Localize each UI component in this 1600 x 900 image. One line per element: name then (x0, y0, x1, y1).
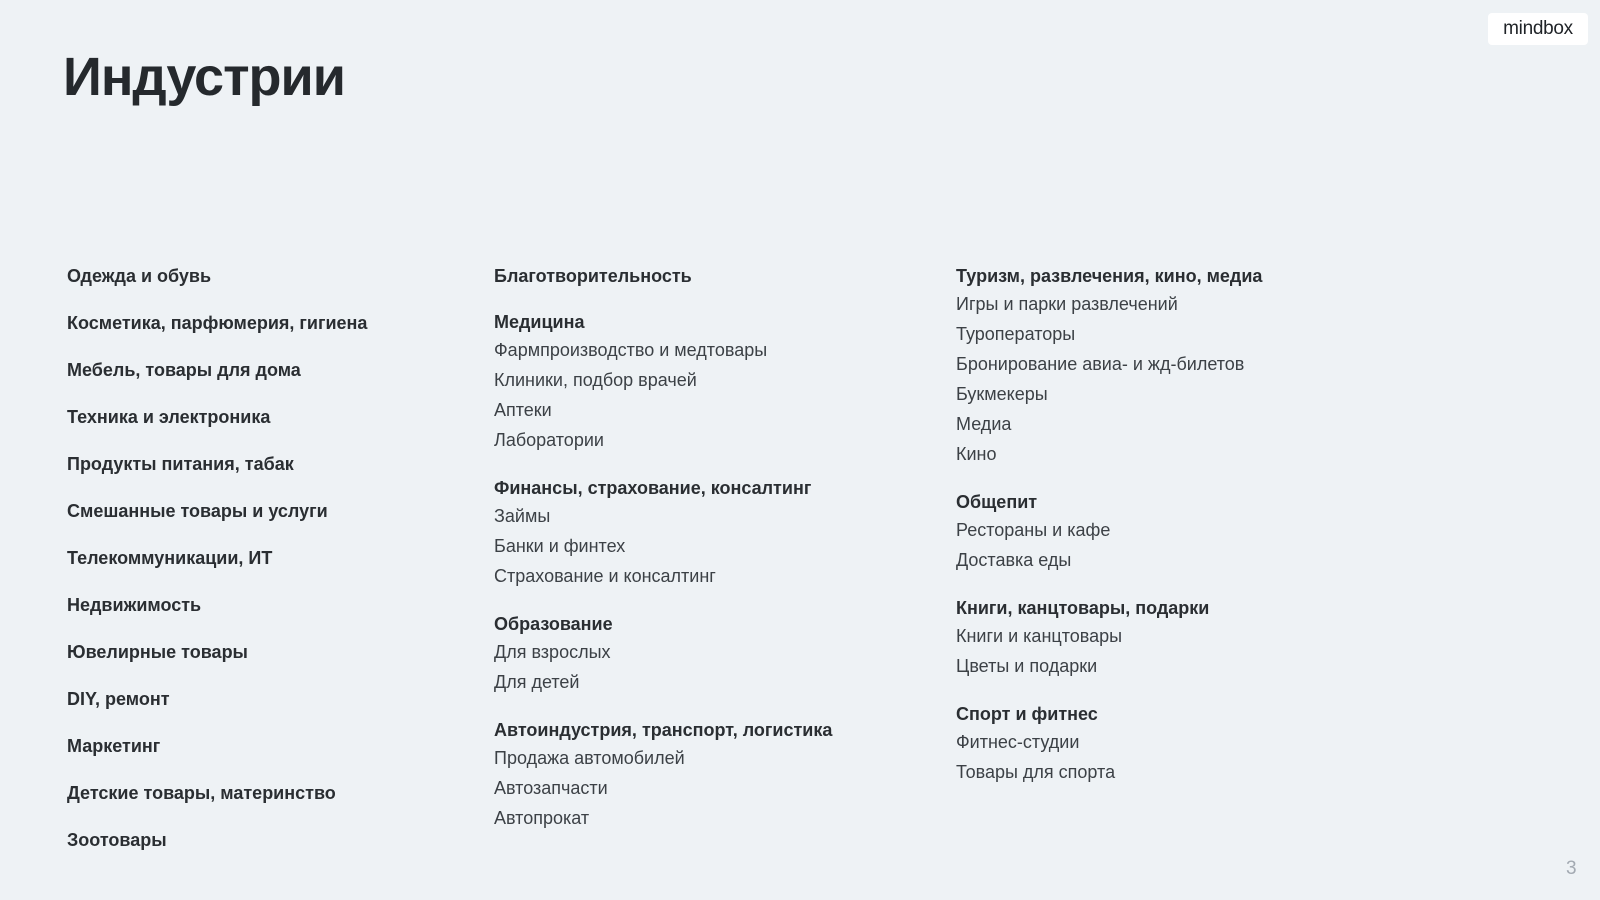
subcategory-item: Рестораны и кафе (956, 520, 1111, 540)
industries-column-3 (956, 264, 1416, 808)
subcategory-item: Для взрослых (494, 642, 611, 662)
mindbox-logo: mindbox (1488, 13, 1588, 45)
industries-column-1 (67, 264, 467, 875)
subcategory-item: Автопрокат (494, 808, 590, 828)
category-group-charity (494, 264, 934, 292)
subcategory-item: Медиа (956, 414, 1012, 434)
subcategory-item: Бронирование авиа- и жд-билетов (956, 354, 1245, 374)
industries-column-2 (494, 264, 934, 854)
subcategory-item: Туроператоры (956, 324, 1076, 344)
category-group-sport (956, 702, 1416, 790)
category-group-books (956, 596, 1416, 684)
subcategory-item: Страхование и консалтинг (494, 566, 716, 586)
category-title: DIY, ремонт (67, 689, 170, 709)
category-group-catering (956, 490, 1416, 578)
category-title: Мебель, товары для дома (67, 360, 301, 380)
subcategory-item: Доставка еды (956, 550, 1072, 570)
category-title: Медицина (494, 312, 585, 332)
subcategory-item: Банки и финтех (494, 536, 626, 556)
page-title: Индустрии (63, 47, 345, 107)
subcategory-item: Цветы и подарки (956, 656, 1098, 676)
subcategory-item: Кино (956, 444, 997, 464)
category-title: Туризм, развлечения, кино, медиа (956, 266, 1263, 286)
category-title: Благотворительность (494, 266, 692, 286)
category-title: Ювелирные товары (67, 642, 248, 662)
subcategory-item: Букмекеры (956, 384, 1048, 404)
category-title: Общепит (956, 492, 1038, 512)
category-title: Телекоммуникации, ИТ (67, 548, 273, 568)
category-title: Одежда и обувь (67, 266, 212, 286)
page-number: 3 (1566, 858, 1577, 879)
category-title: Книги, канцтовары, подарки (956, 598, 1210, 618)
subcategory-item: Книги и канцтовары (956, 626, 1123, 646)
category-title: Маркетинг (67, 736, 161, 756)
subcategory-item: Фитнес-студии (956, 732, 1080, 752)
subcategory-item: Займы (494, 506, 551, 526)
category-group-finance (494, 476, 934, 594)
subcategory-item: Игры и парки развлечений (956, 294, 1178, 314)
category-title: Косметика, парфюмерия, гигиена (67, 313, 368, 333)
category-group-tourism (956, 264, 1416, 472)
subcategory-item: Лаборатории (494, 430, 604, 450)
subcategory-item: Автозапчасти (494, 778, 608, 798)
category-title: Финансы, страхование, консалтинг (494, 478, 812, 498)
subcategory-item: Клиники, подбор врачей (494, 370, 697, 390)
category-title: Техника и электроника (67, 407, 271, 427)
category-group-education (494, 612, 934, 700)
category-title: Детские товары, материнство (67, 783, 336, 803)
subcategory-item: Фармпроизводство и медтовары (494, 340, 768, 360)
category-group-automotive (494, 718, 934, 836)
category-title: Образование (494, 614, 613, 634)
category-title: Недвижимость (67, 595, 202, 615)
subcategory-item: Продажа автомобилей (494, 748, 685, 768)
subcategory-item: Товары для спорта (956, 762, 1116, 782)
category-title: Спорт и фитнес (956, 704, 1098, 724)
category-title: Продукты питания, табак (67, 454, 294, 474)
category-title: Автоиндустрия, транспорт, логистика (494, 720, 833, 740)
subcategory-item: Для детей (494, 672, 580, 692)
subcategory-item: Аптеки (494, 400, 552, 420)
category-group-medicine (494, 310, 934, 458)
category-title: Зоотовары (67, 830, 167, 850)
category-title: Смешанные товары и услуги (67, 501, 328, 521)
